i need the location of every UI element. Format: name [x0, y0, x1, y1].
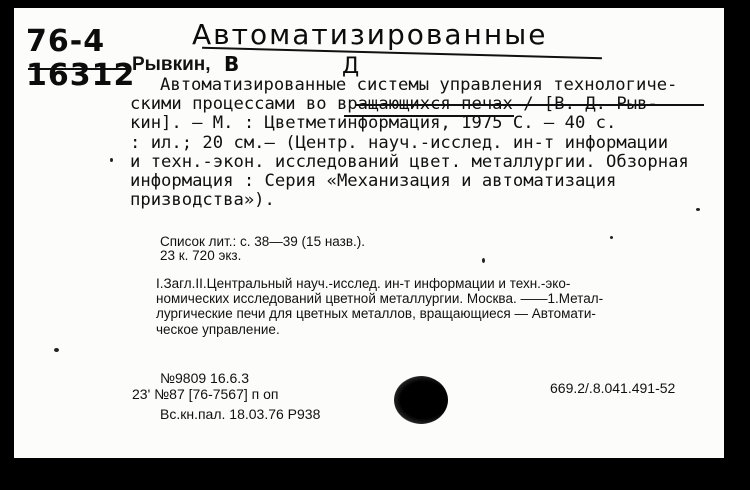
- title-underline: [356, 104, 704, 106]
- tracing-line: лургические печи для цветных металлов, вращающиеся — Автомати-: [156, 306, 596, 322]
- handwritten-initial-v: В: [224, 52, 241, 76]
- tracings-block: [156, 276, 692, 337]
- ink-speck: [54, 348, 59, 352]
- ink-blot: [394, 376, 448, 424]
- print-run: 23 к. 720 экз.: [160, 248, 242, 263]
- handwritten-initial-d: Д: [342, 54, 361, 79]
- author-heading: Рывкин,: [132, 54, 211, 75]
- description-line: информация : Серия «Механизация и автоматизация: [130, 171, 617, 192]
- description-block: [130, 76, 698, 210]
- ink-speck: [110, 158, 113, 162]
- bibliography-note: Список лит.: с. 38—39 (15 назв.).: [160, 234, 365, 249]
- catalog-card: [14, 8, 724, 458]
- catalog-line-2: 23' №87 [76-7567] п оп: [132, 386, 279, 402]
- ink-speck: [610, 236, 613, 239]
- description-line: призводства»).: [130, 190, 275, 211]
- catalog-line-3: Вс.кн.пал. 18.03.76 Р938: [160, 406, 321, 422]
- catalog-number: №9809 16.6.3: [160, 370, 249, 386]
- ink-speck: [482, 258, 485, 263]
- description-line: : ил.; 20 см.— (Центр. науч.-исслед. ин-т информации: [130, 132, 669, 153]
- classification-code: 669.2/.8.041.491-52: [550, 380, 676, 396]
- description-line: кин]. — М. : Цветметинформация, 1975 С. — 40 с.: [130, 113, 617, 134]
- tracing-line: I.Загл.II.Центральный науч.-исслед. ин-т информации и техн.-эко-: [156, 276, 571, 291]
- handwritten-code-top: 76-4: [26, 24, 106, 59]
- scan-border-right: [724, 8, 750, 490]
- handwritten-subject-word: Автоматизированные: [192, 18, 548, 51]
- title-underline-short: [344, 115, 514, 117]
- tracing-line: ческое управление.: [156, 321, 280, 337]
- description-line: скими процессами во вращающихся печах / [В. Д. Рыв-: [130, 94, 658, 115]
- description-line: и техн.-экон. исследований цвет. металлургии. Обзорная: [130, 151, 689, 172]
- scan-border-bottom: [0, 458, 750, 490]
- handwritten-code-bottom: 16312: [26, 58, 136, 93]
- tracing-line: номических исследований цветной металлургии. Москва. ——1.Метал-: [156, 291, 604, 307]
- ink-speck: [696, 208, 700, 211]
- description-line: Автоматизированные системы управления технологиче-: [160, 75, 678, 95]
